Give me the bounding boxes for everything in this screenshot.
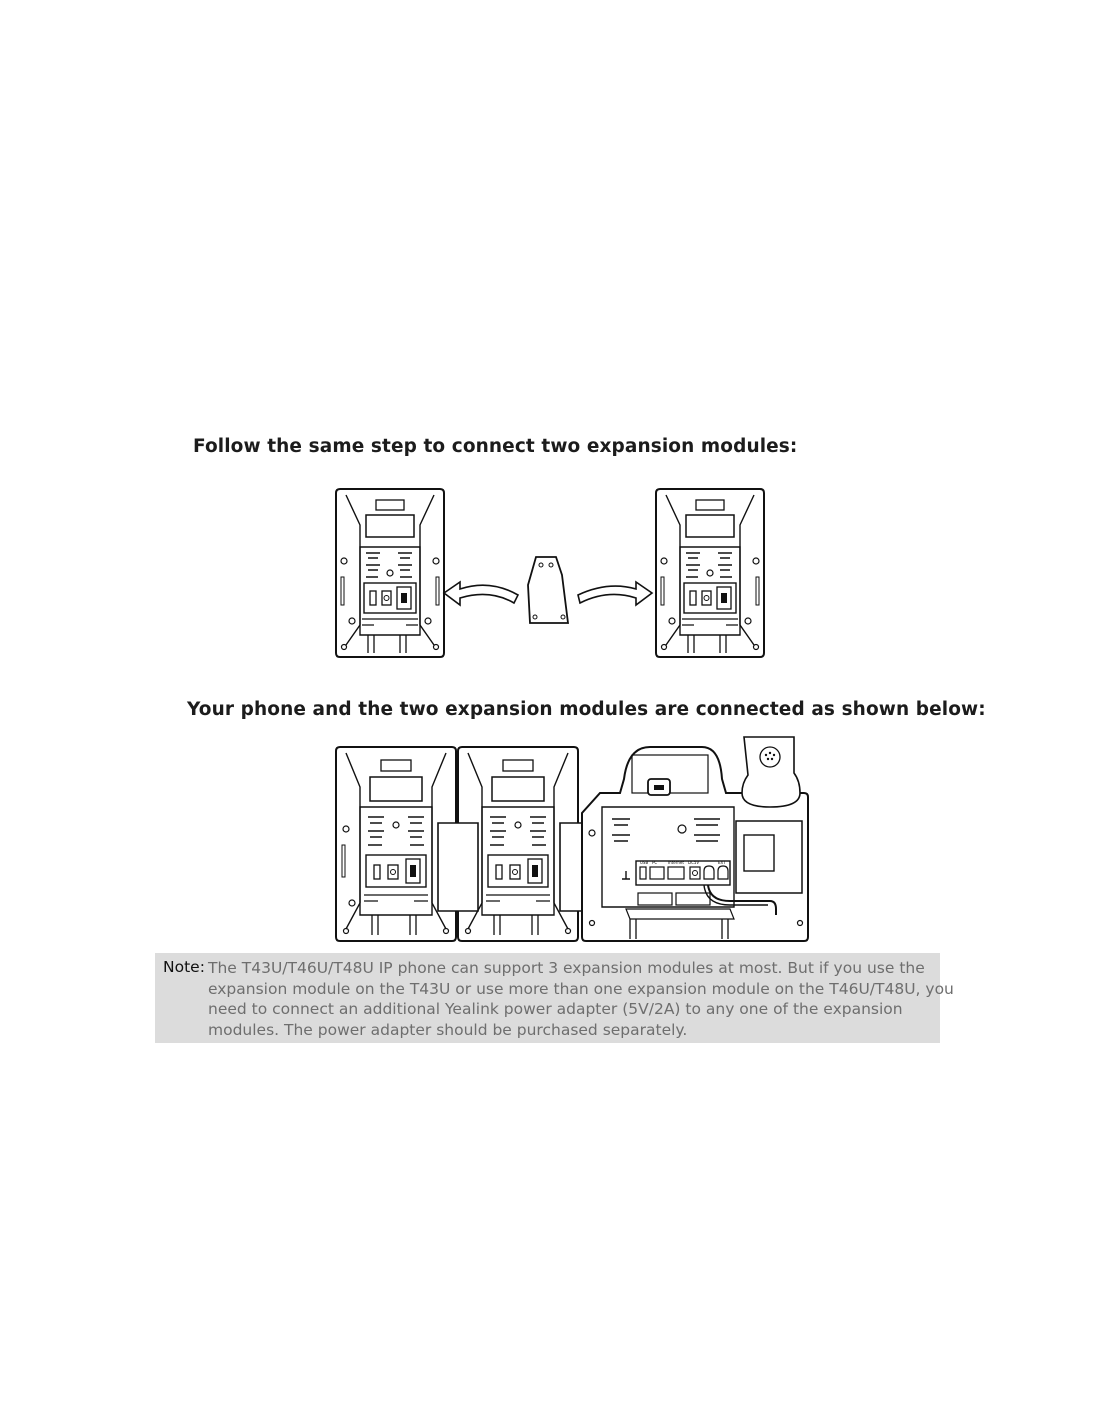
port-label-internet: Internet (668, 860, 684, 865)
section-heading-connected-result: Your phone and the two expansion modules are connected as shown below: (187, 699, 986, 720)
port-label-pc: PC (652, 860, 658, 865)
arrow-left-icon (444, 582, 518, 605)
note-text (208, 958, 954, 1040)
note-line: need to connect an additional Yealink power adapter (5V/2A) to any one of the expansion (208, 1000, 903, 1018)
port-label-ext: EXT (718, 860, 726, 865)
arrow-right-icon (578, 582, 652, 605)
note-label: Note: (163, 958, 205, 976)
note-box (155, 953, 954, 1043)
section-heading-connect-modules: Follow the same step to connect two expansion modules: (193, 436, 798, 457)
expansion-module-left (336, 489, 444, 657)
connecting-bracket (528, 557, 568, 623)
ip-phone-base (582, 737, 808, 941)
expansion-module-right (656, 489, 764, 657)
expansion-modules-connection-illustration (330, 485, 770, 663)
port-label-usb: USB (640, 860, 649, 865)
connecting-bracket-1 (438, 823, 478, 911)
note-line: expansion module on the T43U or use more than one expansion module on the T46U/T48U, you (208, 979, 954, 998)
note-line: modules. The power adapter should be purchased separately. (208, 1020, 688, 1039)
note-line: The T43U/T46U/T48U IP phone can support 3 expansion modules at most. But if you use the (208, 959, 925, 977)
phone-with-expansion-modules-illustration (330, 733, 810, 945)
port-label-dc5v: DC5V (688, 860, 700, 865)
